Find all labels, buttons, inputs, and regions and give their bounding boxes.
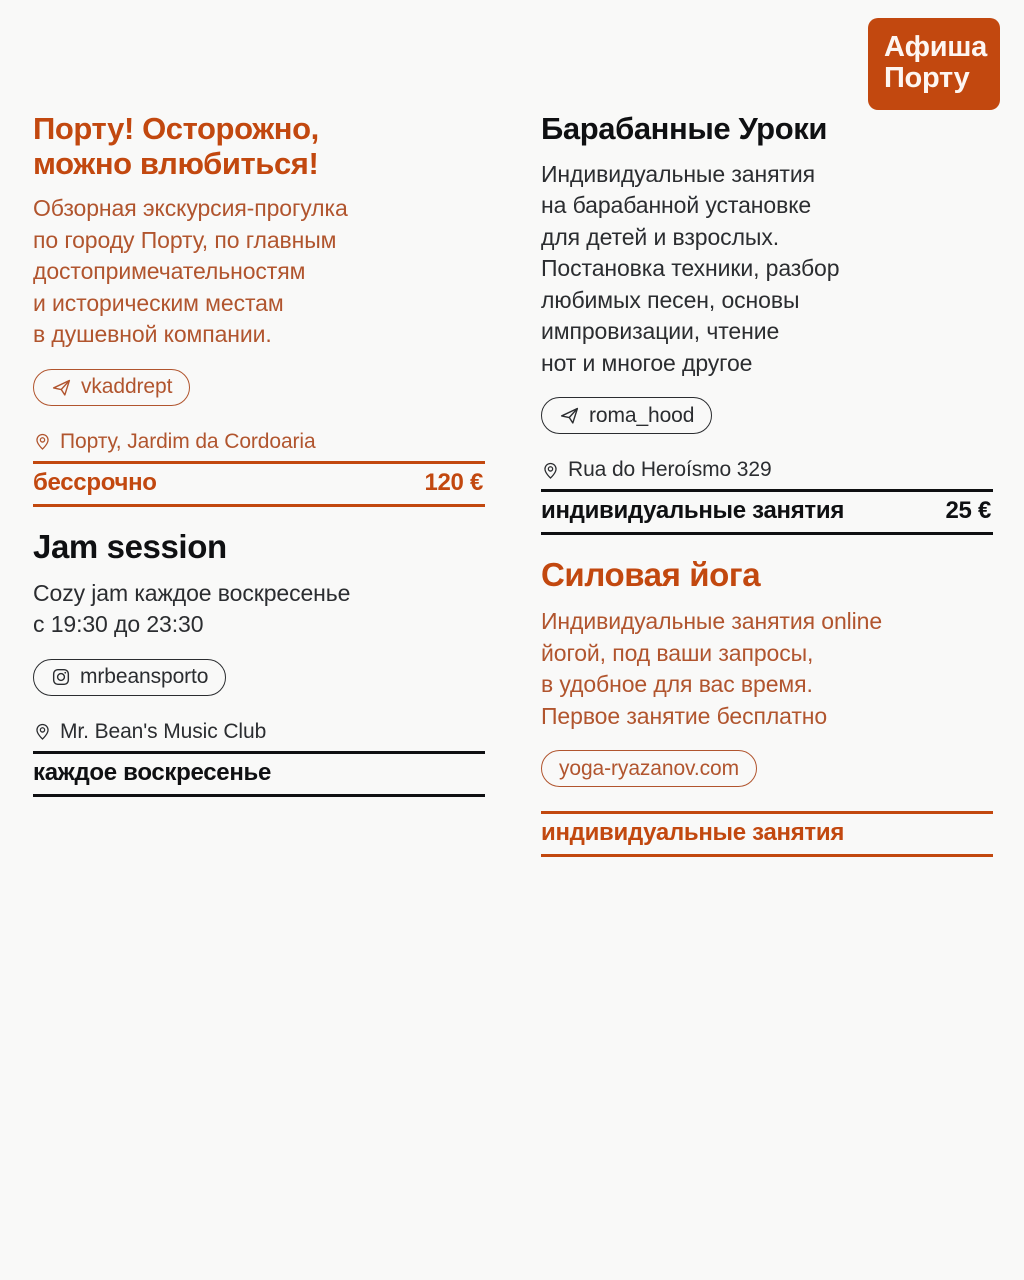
schedule-text: каждое воскресенье: [33, 758, 272, 786]
location-row: [541, 458, 993, 489]
location-text: Rua do Heroísmo 329: [568, 458, 772, 482]
brand-badge-line-1: Афиша: [884, 31, 987, 63]
card-title: [33, 529, 485, 566]
contact-handle: mrbeansporto: [80, 665, 209, 689]
price-text: 120 €: [424, 468, 483, 496]
contact-pill-website[interactable]: [541, 750, 757, 787]
card-description: Обзорная экскурсия-прогулка по городу Порту, по главным достопримечательностям и историческим местам в душевной компании.: [33, 195, 348, 348]
map-pin-icon: [33, 722, 52, 741]
contact-pill-telegram[interactable]: [33, 369, 190, 406]
telegram-icon: [559, 405, 580, 426]
card-title: [541, 557, 993, 594]
price-text: 25 €: [945, 497, 991, 525]
card-description: Cozy jam каждое воскресенье с 19:30 до 23:30: [33, 579, 351, 638]
card-footer: [33, 751, 485, 797]
instagram-icon: [51, 667, 71, 687]
card-footer: [541, 811, 993, 857]
contact-handle: vkaddrept: [81, 375, 173, 399]
location-text: Порту, Jardim da Cordoaria: [60, 429, 316, 453]
listing-board: [33, 112, 993, 879]
schedule-text: бессрочно: [33, 468, 157, 496]
listing-card-jam-session[interactable]: [33, 529, 485, 797]
contact-handle: roma_hood: [589, 403, 695, 427]
listing-card-power-yoga[interactable]: [541, 557, 993, 857]
contact-pill-telegram[interactable]: [541, 397, 712, 434]
card-description: Индивидуальные занятия на барабанной установке для детей и взрослых. Постановка техники, разбор любимых песен, основы импровизации, чтение нот и многое другое: [541, 160, 840, 376]
schedule-text: индивидуальные занятия: [541, 819, 845, 847]
card-title: [33, 112, 485, 181]
card-title-line-2: можно влюбиться!: [33, 145, 319, 181]
card-footer: [33, 461, 485, 507]
location-row: [33, 720, 485, 751]
card-title-line-1: Порту! Осторожно,: [33, 111, 319, 146]
card-title: [541, 112, 993, 147]
location-row: [33, 430, 485, 461]
contact-pill-instagram[interactable]: [33, 659, 226, 696]
location-text: Mr. Bean's Music Club: [60, 719, 267, 743]
column-left: [33, 112, 485, 819]
card-title-line-1: Jam session: [33, 527, 227, 565]
listing-card-drum-lessons[interactable]: [541, 112, 993, 535]
card-footer: [541, 489, 993, 535]
map-pin-icon: [541, 461, 560, 480]
brand-badge-line-2: Порту: [884, 62, 970, 95]
map-pin-icon: [33, 432, 52, 451]
schedule-text: индивидуальные занятия: [541, 497, 845, 525]
brand-badge: [868, 18, 1000, 110]
listing-card-tour[interactable]: [33, 112, 485, 507]
column-right: [541, 112, 993, 879]
contact-handle: yoga-ryazanov.com: [559, 756, 739, 780]
card-title-line-1: Барабанные Уроки: [541, 111, 828, 146]
card-title-line-1: Силовая йога: [541, 556, 761, 594]
card-description: Индивидуальные занятия online йогой, под ваши запросы, в удобное для вас время. Первое занятие бесплатно: [541, 608, 883, 729]
telegram-icon: [51, 377, 72, 398]
